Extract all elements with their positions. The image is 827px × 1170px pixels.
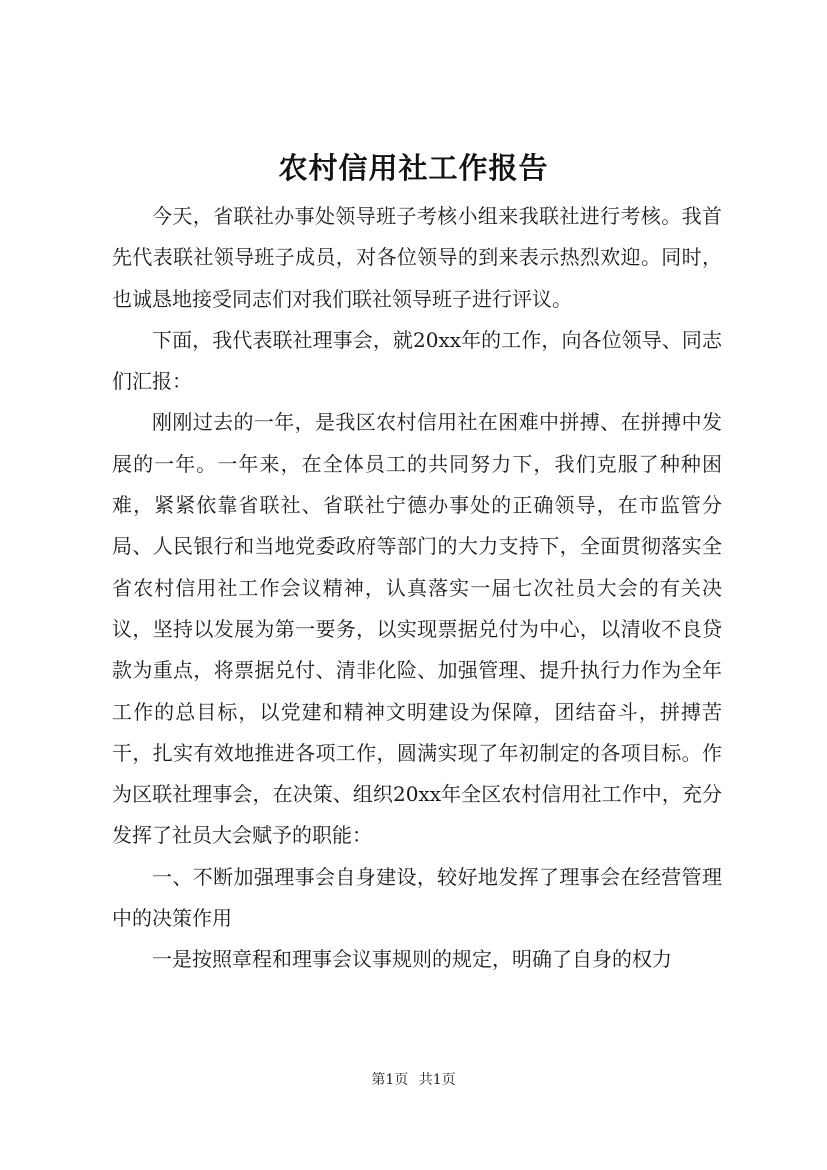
page-number: 第1页 [371, 1072, 409, 1088]
document-body [112, 196, 722, 981]
page-total: 共1页 [418, 1072, 456, 1088]
paragraph-report-intro: 下面，我代表联社理事会，就20xx年的工作，向各位领导、同志们汇报： [112, 327, 722, 394]
paragraph-year-summary: 刚刚过去的一年，是我区农村信用社在困难中拼搏、在拼搏中发展的一年。一年来，在全体员工的共同努力下，我们克服了种种困难，紧紧依靠省联社、省联社宁德办事处的正确领导，在市监管分局、人民银行和当地党委政府等部门的大力支持下，全面贯彻落实全省农村信用社工作会议精神，认真落实一届七次社员大会的有关决议，坚持以发展为第一要务，以实现票据兑付为中心，以清收不良贷款为重点，将票据兑付、清非化险、加强管理、提升执行力作为全年工作的总目标，以党建和精神文明建设为保障，团结奋斗，拼搏苦干，扎实有效地推进各项工作，圆满实现了年初制定的各项目标。作为区联社理事会，在决策、组织20xx年全区农村信用社工作中，充分发挥了社员大会赋予的职能： [112, 410, 722, 848]
paragraph-section-point: 一是按照章程和理事会议事规则的规定，明确了自身的权力 [152, 947, 672, 972]
paragraph-opening: 今天，省联社办事处领导班子考核小组来我联社进行考核。我首先代表联社领导班子成员，对各位领导的到来表示热烈欢迎。同时，也诚恳地接受同志们对我们联社领导班子进行评议。 [112, 204, 722, 311]
paragraph-section-heading: 一、不断加强理事会自身建设，较好地发挥了理事会在经营管理中的决策作用 [112, 864, 722, 931]
page-footer [0, 1070, 827, 1090]
document-title: 农村信用社工作报告 [278, 151, 549, 185]
